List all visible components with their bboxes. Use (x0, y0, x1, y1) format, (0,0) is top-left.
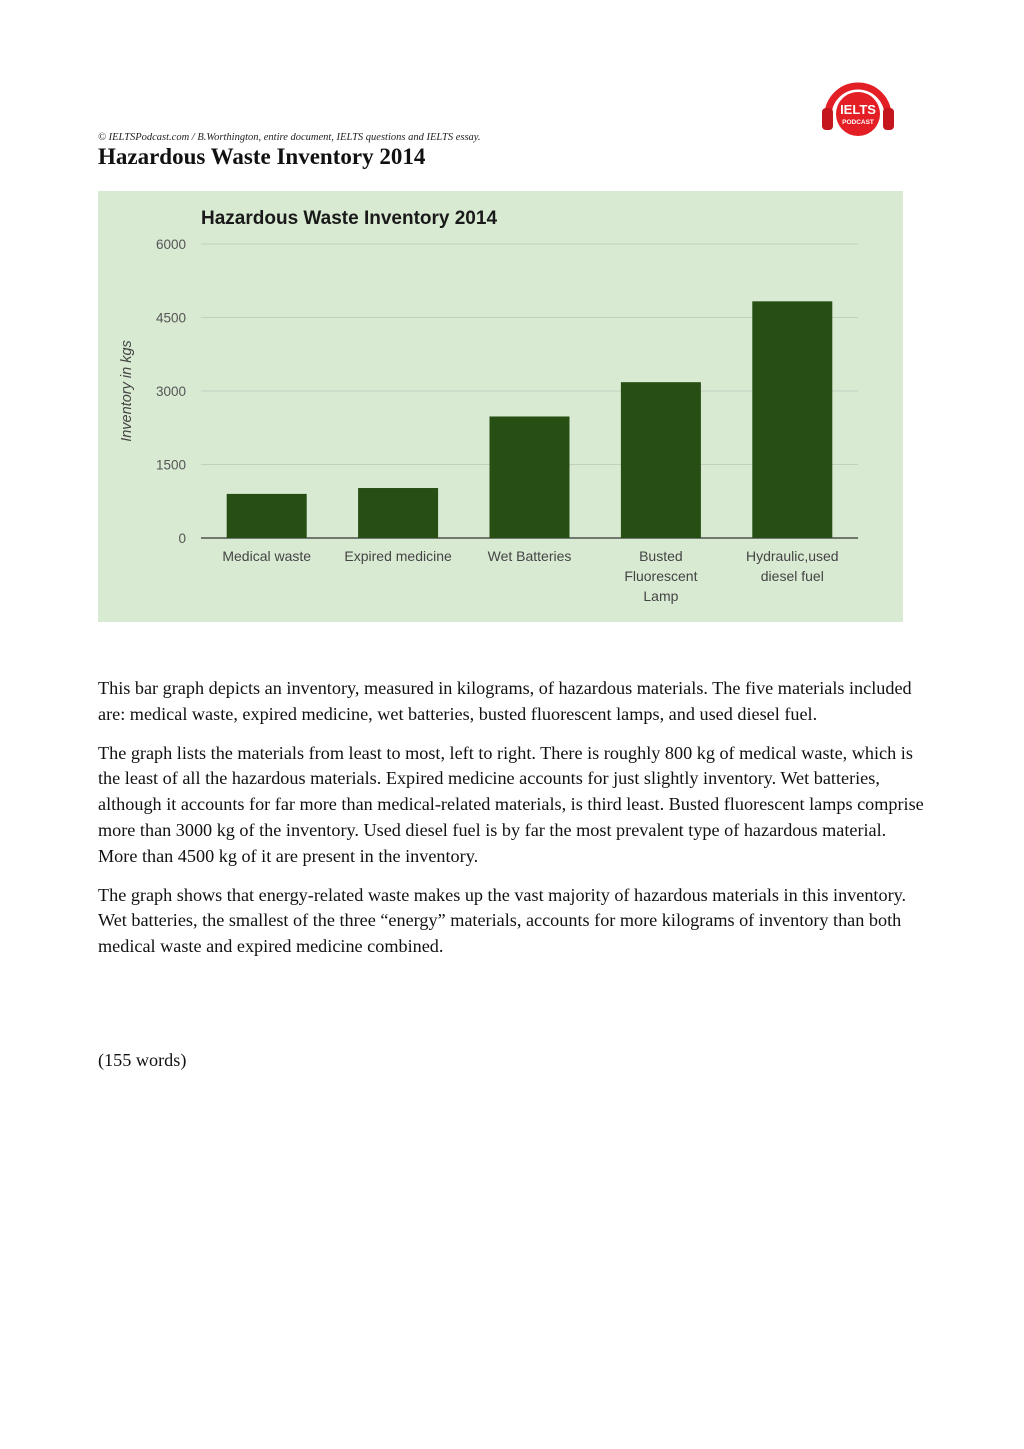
x-category-label: Expired medicine (344, 548, 452, 564)
y-tick-label: 6000 (155, 237, 186, 252)
x-category-label: Wet Batteries (487, 548, 572, 564)
bar-3 (490, 416, 570, 538)
copyright-notice: © IELTSPodcast.com / B.Worthington, entire document, IELTS questions and IELTS essay. (98, 132, 481, 143)
logo-text-main: IELTS (840, 102, 876, 117)
y-axis-label: Inventory in kgs (119, 340, 135, 442)
bar-chart (98, 191, 903, 622)
y-tick-label: 1500 (155, 457, 186, 473)
x-category-label: Busted (639, 548, 683, 564)
x-category-label: Hydraulic,used (745, 548, 839, 564)
x-category-label: Fluorescent (624, 568, 698, 584)
bar-chart-svg (98, 191, 903, 622)
x-category-label: Medical waste (222, 548, 312, 564)
x-category-label: Lamp (643, 588, 679, 604)
essay-body (98, 676, 924, 973)
ielts-podcast-logo (818, 74, 898, 138)
y-tick-label: 4500 (155, 310, 186, 326)
y-tick-label: 0 (178, 531, 186, 546)
essay-paragraph-2: The graph lists the materials from least to most, left to right. There is roughly 800 kg of medical waste, which is the least of all the hazardous materials. Expired medicine accounts for just slightly inventory. Wet batteries, although it accounts for far more than medical-related materials, is third least. Busted fluorescent lamps comprise more than 3000 kg of the inventory. Used diesel fuel is by far the most prevalent type of hazardous material. More than 4500 kg of it are present in the inventory. (98, 742, 924, 866)
y-tick-label: 3000 (155, 384, 186, 399)
x-category-label: diesel fuel (760, 568, 824, 584)
page-title: Hazardous Waste Inventory 2014 (98, 144, 426, 169)
bar-1 (227, 494, 307, 538)
logo-text-sub: PODCAST (842, 119, 874, 126)
word-count: (155 words) (98, 1050, 187, 1070)
essay-paragraph-3: The graph shows that energy-related waste makes up the vast majority of hazardous materials in this inventory. Wet batteries, the smallest of the three “energy” materials, accounts for more kilograms of inventory than both medical waste and expired medicine combined. (98, 884, 907, 957)
chart-title: Hazardous Waste Inventory 2014 (201, 208, 498, 229)
bar-5 (752, 301, 832, 538)
headphones-logo-icon (818, 74, 898, 138)
bar-4 (621, 382, 701, 538)
bar-2 (358, 488, 438, 538)
essay-paragraph-1: This bar graph depicts an inventory, measured in kilograms, of hazardous materials. The five materials included are: medical waste, expired medicine, wet batteries, busted fluorescent lamps, and used diesel fuel. (98, 678, 912, 724)
